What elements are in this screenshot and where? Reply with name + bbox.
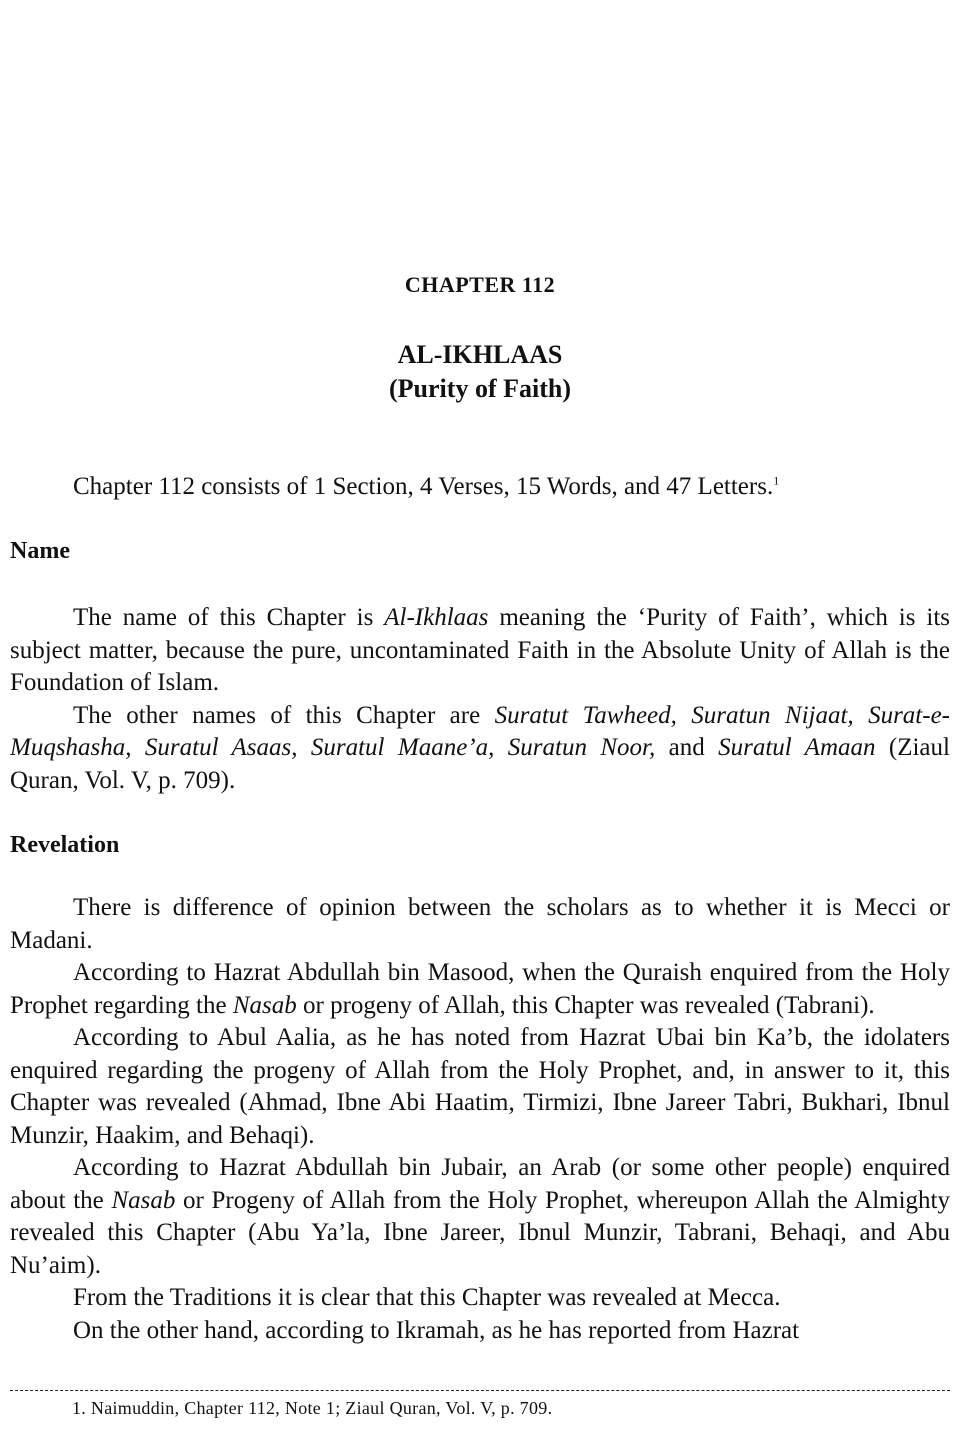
revelation-paragraph-4: According to Hazrat Abdullah bin Jubair, an Arab (or some other people) enquired about the Nasab or Progeny of Allah from the Holy Prophet, whereupon Allah the Almighty revealed this Chapter (Abu Ya’la, Ibne Jareer, Ibnul Munzir, Tabrani, Behaqi, and Abu Nu’aim). [10,1154,950,1279]
revelation-paragraph-2: According to Hazrat Abdullah bin Masood, when the Quraish enquired from the Holy Prophet regarding the Nasab or progeny of Allah, this Chapter was revealed (Tabrani). [10,959,950,1019]
title-subtitle: (Purity of Faith) [389,374,571,403]
chapter-label: CHAPTER 112 [404,272,556,297]
footnote-divider [10,1390,950,1391]
intro-text: Chapter 112 consists of 1 Section, 4 Verses, 15 Words, and 47 Letters. [73,473,774,500]
revelation-paragraph-6: On the other hand, according to Ikramah, as he has reported from Hazrat [73,1316,800,1344]
chapter-title [0,338,960,406]
name-paragraph-1: The name of this Chapter is Al-Ikhlaas meaning the ‘Purity of Faith’, which is its subject matter, because the pure, uncontaminated Faith in the Absolute Unity of Allah is the Foundation of Islam. [10,604,950,696]
revelation-paragraph-1: There is difference of opinion between the scholars as to whether it is Mecci or Madani. [10,894,950,954]
name-section-body [10,602,950,797]
revelation-paragraph-3: According to Abul Aalia, as he has noted from Hazrat Ubai bin Ka’b, the idolaters enquired regarding the progeny of Allah from the Holy Prophet, and, in answer to it, this Chapter was revealed (Ahmad, Ibne Abi Haatim, Tirmizi, Ibne Jareer Tabri, Bukhari, Ibnul Munzir, Haakim, and Behaqi). [10,1024,950,1149]
footnote-ref: 1 [773,473,780,488]
name-paragraph-2: The other names of this Chapter are Suratut Tawheed, Suratun Nijaat, Surat-e-Muqshasha, Suratul Asaas, Suratul Maane’a, Suratun Noor, and Suratul Amaan (Ziaul Quran, Vol. V, p. 709). [10,701,950,794]
revelation-paragraph-5: From the Traditions it is clear that this Chapter was revealed at Mecca. [73,1284,781,1311]
intro-paragraph [10,471,950,504]
revelation-section-body [10,892,950,1347]
revelation-heading: Revelation [10,832,120,858]
title-main: AL-IKHLAAS [397,340,563,369]
footnote: 1. Naimuddin, Chapter 112, Note 1; Ziaul Quran, Vol. V, p. 709. [72,1398,553,1418]
name-heading: Name [10,538,70,564]
